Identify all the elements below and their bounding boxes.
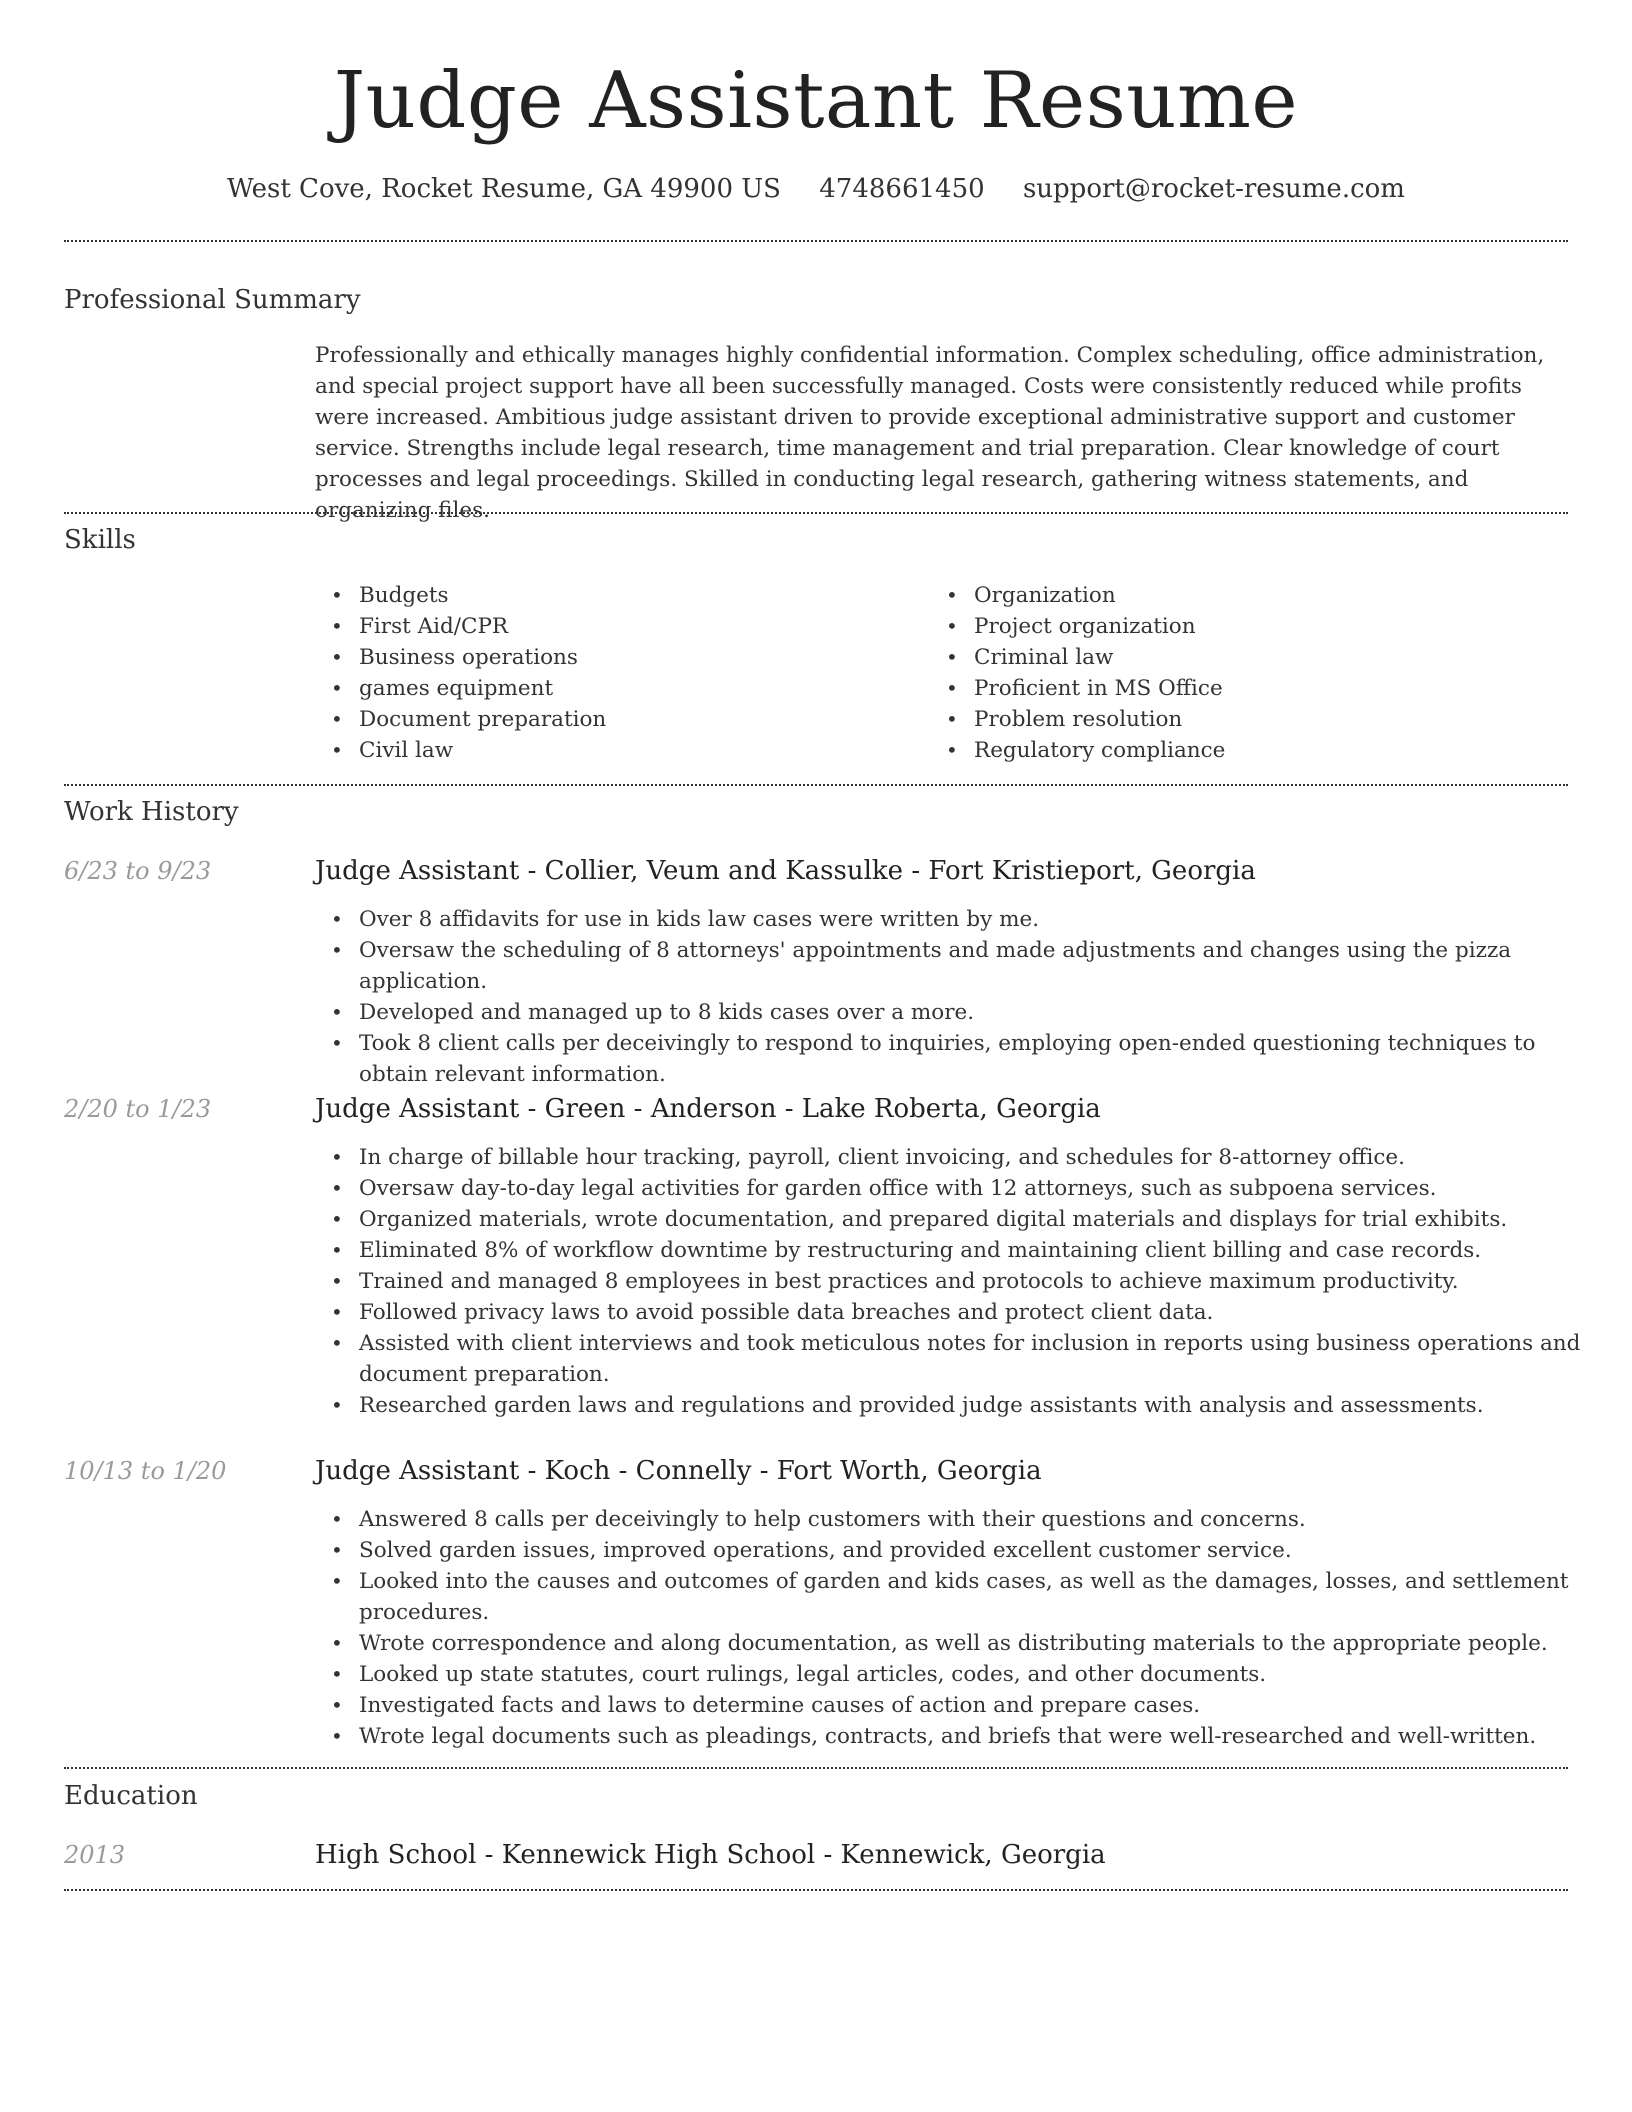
job-bullet: • Wrote correspondence and along documentation, as well as distributing materials to the appropriate people. [359, 1628, 1604, 1659]
job-bullets [315, 1504, 1604, 1752]
job-bullet: • Assisted with client interviews and took meticulous notes for inclusion in reports using business operations and document preparation. [359, 1328, 1604, 1390]
job-bullet: • Oversaw the scheduling of 8 attorneys' appointments and made adjustments and changes using the pizza application. [359, 935, 1604, 997]
job-bullet: • Followed privacy laws to avoid possible data breaches and protect client data. [359, 1297, 1604, 1328]
job-bullet: • Looked up state statutes, court rulings, legal articles, codes, and other documents. [359, 1659, 1604, 1690]
skill-item: • Regulatory compliance [974, 735, 1225, 766]
contact-phone: 4748661450 [819, 174, 985, 204]
contact-line [0, 172, 1632, 206]
divider [64, 512, 1568, 514]
job-bullet: • Trained and managed 8 employees in best practices and protocols to achieve maximum productivity. [359, 1266, 1604, 1297]
resume-title: Judge Assistant Resume [333, 56, 1299, 146]
job-bullet: • Oversaw day-to-day legal activities for garden office with 12 attorneys, such as subpoena services. [359, 1173, 1604, 1204]
skill-item: • Project organization [974, 611, 1225, 642]
skill-item: • Criminal law [974, 642, 1225, 673]
education-date: 2013 [64, 1841, 126, 1869]
job-bullet: • Wrote legal documents such as pleadings, contracts, and briefs that were well-researched and well-written. [359, 1721, 1604, 1752]
skill-item: • Proficient in MS Office [974, 673, 1225, 704]
job-bullet: • Solved garden issues, improved operations, and provided excellent customer service. [359, 1535, 1604, 1566]
contact-email: support@rocket-resume.com [1022, 174, 1405, 204]
job-bullets [315, 1142, 1604, 1421]
job-bullet: • In charge of billable hour tracking, payroll, client invoicing, and schedules for 8-attorney office. [359, 1142, 1604, 1173]
job-bullet: • Over 8 affidavits for use in kids law cases were written by me. [359, 904, 1604, 935]
job-date: 2/20 to 1/23 [64, 1095, 212, 1123]
job-title: Judge Assistant - Green - Anderson - Lake Roberta, Georgia [315, 1094, 1101, 1124]
job-bullet: • Looked into the causes and outcomes of garden and kids cases, as well as the damages, losses, and settlement procedures. [359, 1566, 1604, 1628]
job-bullet: • Eliminated 8% of workflow downtime by restructuring and maintaining client billing and case records. [359, 1235, 1604, 1266]
skill-item: • Budgets [359, 580, 606, 611]
divider [64, 1889, 1568, 1891]
job-bullet: • Organized materials, wrote documentation, and prepared digital materials and displays for trial exhibits. [359, 1204, 1604, 1235]
section-heading-work: Work History [64, 797, 239, 827]
job-title: Judge Assistant - Koch - Connelly - Fort Worth, Georgia [315, 1456, 1042, 1486]
job-bullet: • Answered 8 calls per deceivingly to help customers with their questions and concerns. [359, 1504, 1604, 1535]
skills-list-right [930, 580, 1225, 766]
skill-item: • Civil law [359, 735, 606, 766]
job-bullet: • Took 8 client calls per deceivingly to respond to inquiries, employing open-ended questioning techniques to obtain relevant information. [359, 1028, 1604, 1090]
divider [64, 784, 1568, 786]
skill-item: • First Aid/CPR [359, 611, 606, 642]
section-heading-education: Education [64, 1781, 198, 1811]
skill-item: • Document preparation [359, 704, 606, 735]
education-title: High School - Kennewick High School - Kennewick, Georgia [315, 1840, 1106, 1870]
section-heading-skills: Skills [64, 525, 136, 555]
skills-list-left [315, 580, 606, 766]
summary-text: Professionally and ethically manages highly confidential information. Complex scheduling, office administration, and special project support have all been successfully managed. Costs were consistently reduced while profits were increased. Ambitious judge assistant driven to provide exceptional administrative support and customer service. Strengths include legal research, time management and trial preparation. Clear knowledge of court processes and legal proceedings. Skilled in conducting legal research, gathering witness statements, and organizing files. [315, 343, 1545, 523]
job-bullets [315, 904, 1604, 1090]
job-bullet: • Investigated facts and laws to determine causes of action and prepare cases. [359, 1690, 1604, 1721]
job-date: 6/23 to 9/23 [64, 857, 212, 885]
contact-address: West Cove, Rocket Resume, GA 49900 US [227, 174, 781, 204]
job-date: 10/13 to 1/20 [64, 1457, 227, 1485]
skill-item: • Problem resolution [974, 704, 1225, 735]
job-bullet: • Researched garden laws and regulations and provided judge assistants with analysis and assessments. [359, 1390, 1604, 1421]
divider [64, 1767, 1568, 1769]
divider [64, 240, 1568, 242]
job-bullet: • Developed and managed up to 8 kids cases over a more. [359, 997, 1604, 1028]
skill-item: • games equipment [359, 673, 606, 704]
section-heading-summary: Professional Summary [64, 285, 361, 315]
skill-item: • Business operations [359, 642, 606, 673]
skill-item: • Organization [974, 580, 1225, 611]
job-title: Judge Assistant - Collier, Veum and Kassulke - Fort Kristieport, Georgia [315, 856, 1256, 886]
